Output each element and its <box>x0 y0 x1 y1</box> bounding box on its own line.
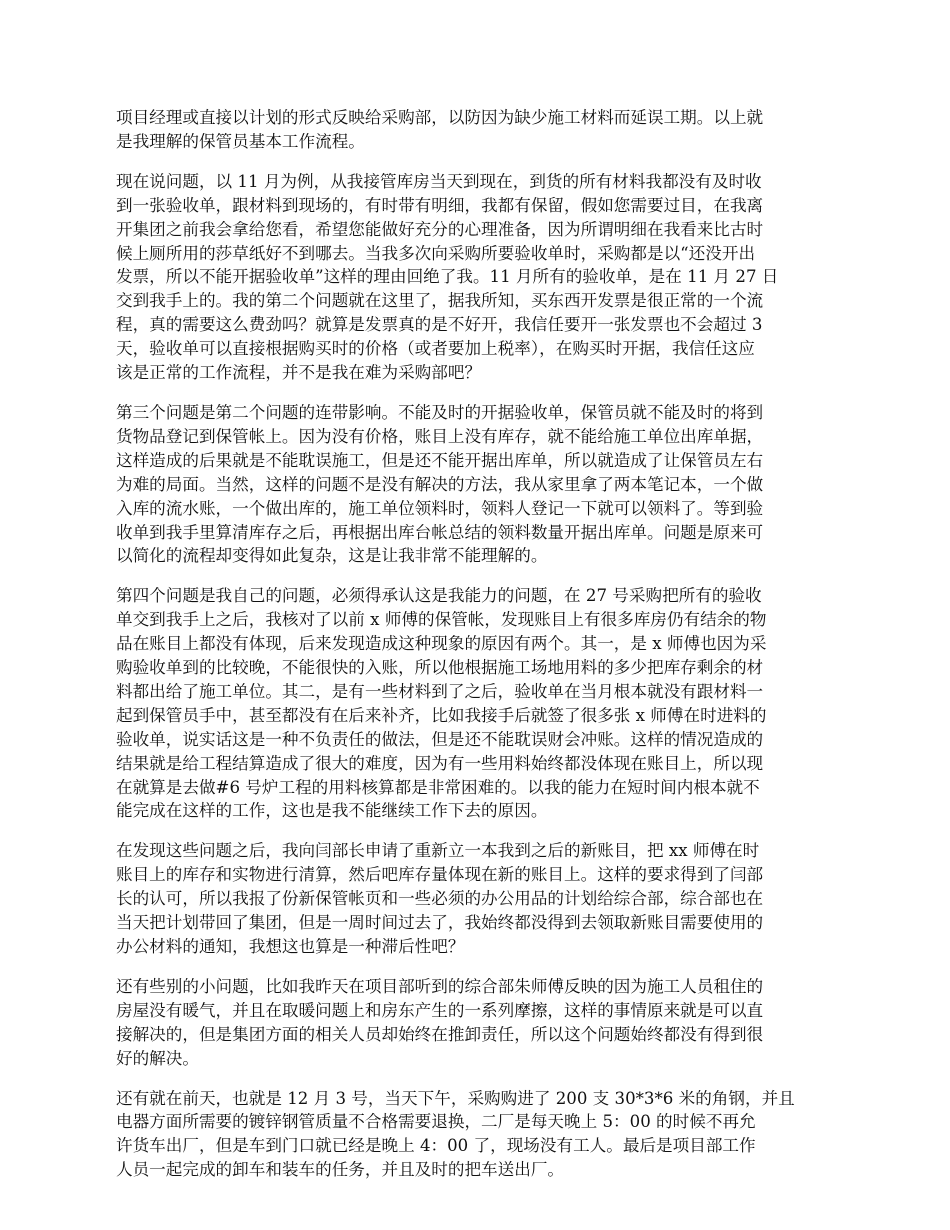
text-line: 程，真的需要这么费劲吗？就算是发票真的是不好开，我信任要开一张发票也不会超过 3 <box>116 315 763 335</box>
paragraph-new-ledger <box>116 839 842 959</box>
text-line: 以简化的流程却变得如此复杂，这是让我非常不能理解的。 <box>116 546 548 566</box>
text-line: 还有些别的小问题，比如我昨天在项目部听到的综合部朱师傅反映的因为施工人员租住的 <box>116 976 764 996</box>
text-line: 该是正常的工作流程，并不是我在难为采购部吧？ <box>116 363 482 383</box>
text-line: 接解决的，但是集团方面的相关人员却始终在推卸责任，所以这个问题始终都没有得到很 <box>116 1024 764 1044</box>
text-line: 房屋没有暖气，并且在取暖问题上和房东产生的一系列摩擦，这样的事情原来就是可以直 <box>116 1000 764 1020</box>
text-line: 货物品登记到保管帐上。因为没有价格，账目上没有库存，就不能给施工单位出库单据， <box>116 426 764 446</box>
text-line: 长的认可，所以我报了份新保管帐页和一些必须的办公用品的计划给综合部，综合部也在 <box>116 889 764 909</box>
text-line: 品在账目上都没有体现，后来发现造成这种现象的原因有两个。其一，是 x 师傅也因为采 <box>116 634 767 654</box>
text-line: 料都出给了施工单位。其二，是有一些材料到了之后，验收单在当月根本就没有跟材料一 <box>116 681 764 701</box>
paragraph-minor-issues <box>116 975 842 1071</box>
paragraph-problem-three <box>116 401 842 568</box>
text-line: 这样造成的后果就是不能耽误施工，但是还不能开据出库单，所以就造成了让保管员左右 <box>116 450 764 470</box>
text-line: 现在说问题，以 11 月为例，从我接管库房当天到现在，到货的所有材料我都没有及时收 <box>116 171 762 191</box>
text-line: 单交到我手上之后，我核对了以前 x 师傅的保管帐，发现账目上有很多库房仍有结余的物 <box>116 610 767 630</box>
text-line: 开集团之前我会拿给您看，希望您能做好充分的心理准备，因为所谓明细在我看来比古时 <box>116 219 764 239</box>
text-line: 验收单，说实话这是一种不负责任的做法，但是还不能耽误财会冲账。这样的情况造成的 <box>116 729 764 749</box>
paragraph-problem-two <box>116 170 842 385</box>
text-line: 结果就是给工程结算造成了很大的难度，因为有一些用料始终都没体现在账目上，所以现 <box>116 753 764 773</box>
text-line: 在就算是去做#6 号炉工程的用料核算都是非常困难的。以我的能力在短时间内根本就不 <box>116 777 760 797</box>
text-line: 发票，所以不能开据验收单”这样的理由回绝了我。11 月所有的验收单，是在 11 月 27 日 <box>116 267 779 287</box>
text-line: 购验收单到的比较晚，不能很快的入账，所以他根据施工场地用料的多少把库存剩余的材 <box>116 658 764 678</box>
text-line: 当天把计划带回了集团，但是一周时间过去了，我始终都没得到去领取新账目需要使用的 <box>116 913 764 933</box>
text-line: 好的解决。 <box>116 1048 199 1068</box>
paragraph-delivery-incident <box>116 1087 842 1183</box>
text-line: 第三个问题是第二个问题的连带影响。不能及时的开据验收单，保管员就不能及时的将到 <box>116 402 764 422</box>
text-line: 还有就在前天，也就是 12 月 3 号，当天下午，采购购进了 200 支 30*3*6 米的角钢，并且 <box>116 1088 795 1108</box>
document-body <box>116 106 842 1198</box>
text-line: 电器方面所需要的镀锌钢管质量不合格需要退换，二厂是每天晚上 5：00 的时候不再允 <box>116 1112 756 1132</box>
text-line: 第四个问题是我自己的问题，必须得承认这是我能力的问题，在 27 号采购把所有的验收 <box>116 586 762 606</box>
text-line: 是我理解的保管员基本工作流程。 <box>116 131 365 151</box>
text-line: 能完成在这样的工作，这也是我不能继续工作下去的原因。 <box>116 801 548 821</box>
text-line: 办公材料的通知，我想这也算是一种滞后性吧？ <box>116 937 465 956</box>
text-line: 入库的流水账，一个做出库的，施工单位领料时，领料人登记一下就可以领料了。等到验 <box>116 498 764 518</box>
paragraph-workflow-end <box>116 106 842 154</box>
text-line: 交到我手上的。我的第二个问题就在这里了，据我所知，买东西开发票是很正常的一个流 <box>116 291 764 311</box>
text-line: 账目上的库存和实物进行清算，然后吧库存量体现在新的账目上。这样的要求得到了闫部 <box>116 865 764 885</box>
text-line: 收单到我手里算清库存之后，再根据出库台帐总结的领料数量开据出库单。问题是原来可 <box>116 522 764 542</box>
paragraph-problem-four <box>116 584 842 823</box>
text-line: 人员一起完成的卸车和装车的任务，并且及时的把车送出厂。 <box>116 1160 565 1180</box>
text-line: 起到保管员手中，甚至都没有在后来补齐，比如我接手后就签了很多张 x 师傅在时进料的 <box>116 705 767 725</box>
text-line: 项目经理或直接以计划的形式反映给采购部，以防因为缺少施工材料而延误工期。以上就 <box>116 108 764 127</box>
text-line: 在发现这些问题之后，我向闫部长申请了重新立一本我到之后的新账目，把 xx 师傅在时 <box>116 841 760 861</box>
text-line: 到一张验收单，跟材料到现场的，有时带有明细，我都有保留，假如您需要过目，在我离 <box>116 195 764 215</box>
text-line: 天，验收单可以直接根据购买时的价格（或者要加上税率），在购买时开据，我信任这应 <box>116 339 755 359</box>
text-line: 许货车出厂，但是车到门口就已经是晚上 4：00 了，现场没有工人。最后是项目部工作 <box>116 1136 756 1156</box>
text-line: 候上厕所用的莎草纸好不到哪去。当我多次向采购所要验收单时，采购都是以“还没开出 <box>116 243 756 263</box>
text-line: 为难的局面。当然，这样的问题不是没有解决的方法，我从家里拿了两本笔记本，一个做 <box>116 474 764 494</box>
